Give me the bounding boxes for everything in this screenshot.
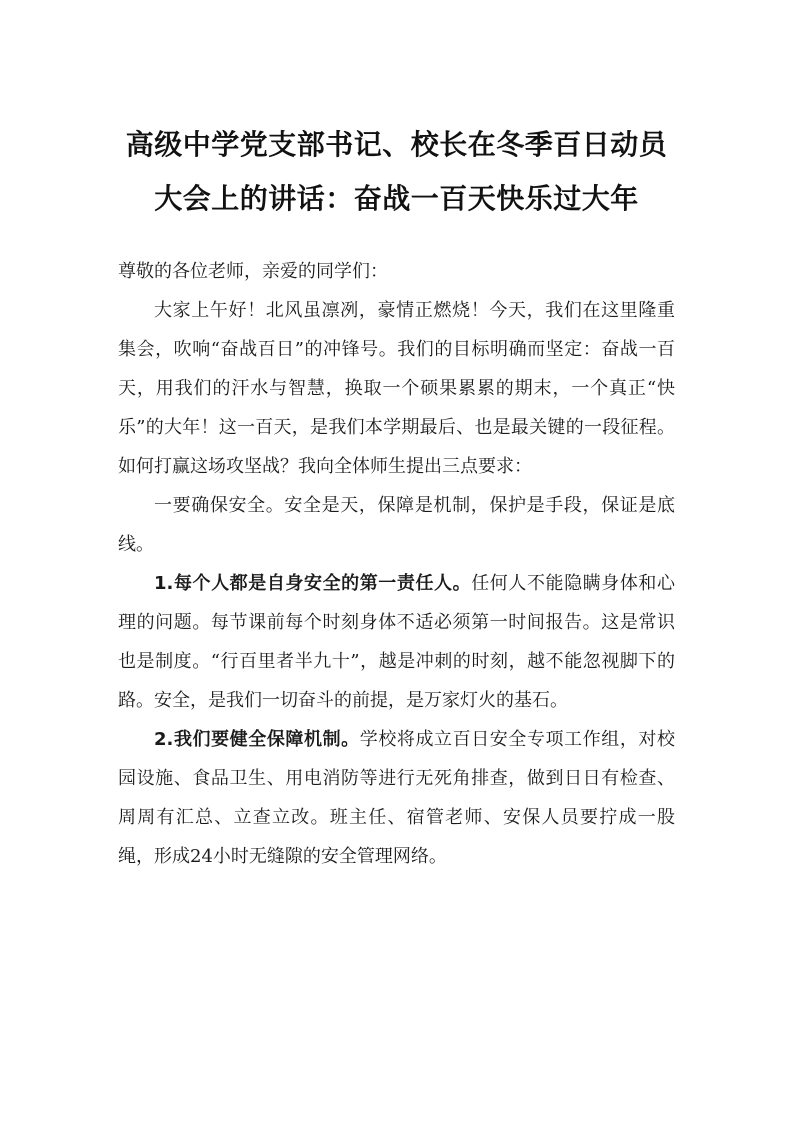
title-line-2: 大会上的讲话：奋战一百天快乐过大年 — [154, 182, 639, 215]
document-page — [118, 118, 675, 876]
paragraph-opening: 大家上午好！北风虽凛冽，豪情正燃烧！今天，我们在这里隆重集会，吹响“奋战百日”的冲锋号。我们的目标明确而坚定：奋战一百天，用我们的汗水与智慧，换取一个硕果累累的期末，一个真正“快乐”的大年！这一百天，是我们本学期最后、也是最关键的一段征程。如何打赢这场攻坚战？我向全体师生提出三点要求： — [118, 300, 675, 477]
point-1 — [118, 564, 675, 720]
title-line-1: 高级中学党支部书记、校长在冬季百日动员 — [125, 128, 668, 161]
point-2 — [118, 720, 675, 876]
point-1-heading: 1.每个人都是自身安全的第一责任人。 — [154, 573, 472, 594]
document-body — [118, 252, 675, 876]
point-2-text: 学校将成立百日安全专项工作组，对校园设施、食品卫生、用电消防等进行无死角排查，做到日日有检查、周周有汇总、立查立改。班主任、宿管老师、安保人员要拧成一股绳，形成24小时无缝隙的安全管理网络。 — [118, 729, 675, 867]
point-1-text: 任何人不能隐瞒身体和心理的问题。每节课前每个时刻身体不适必须第一时间报告。这是常识也是制度。“行百里者半九十”，越是冲刺的时刻，越不能忽视脚下的路。安全，是我们一切奋斗的前提，是万家灯火的基石。 — [118, 573, 675, 711]
point-2-heading: 2.我们要健全保障机制。 — [154, 729, 360, 750]
salutation: 尊敬的各位老师，亲爱的同学们： — [118, 261, 388, 282]
document-title — [118, 118, 675, 226]
paragraph-safety-intro: 一要确保安全。安全是天，保障是机制，保护是手段，保证是底线。 — [118, 495, 675, 555]
